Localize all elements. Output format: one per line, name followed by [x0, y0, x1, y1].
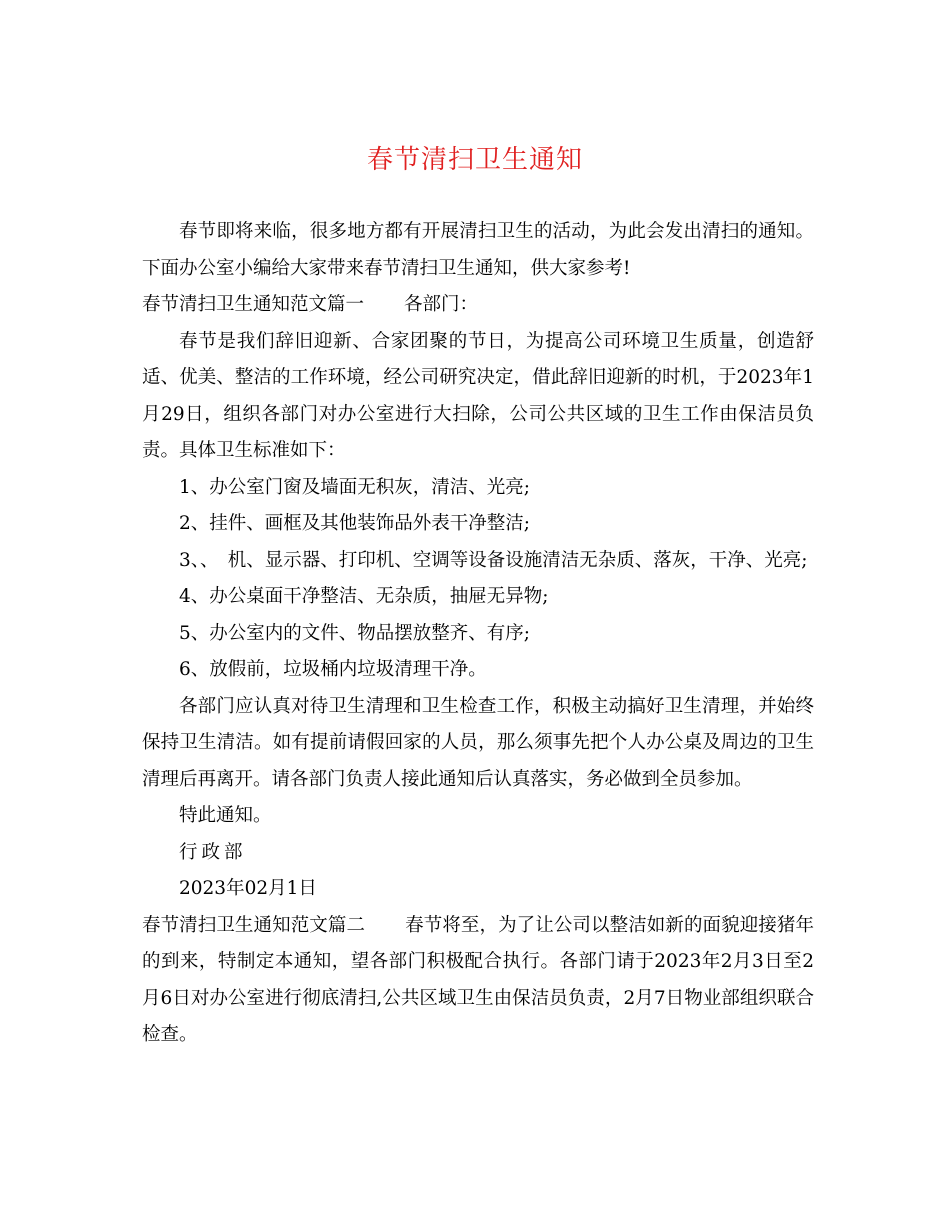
document-body	[142, 214, 814, 1054]
signature: 行政部	[179, 841, 247, 863]
notice-end: 特此通知。	[179, 805, 272, 826]
sample2-paragraph-line	[142, 908, 814, 1054]
list-item: 4、办公桌面干净整洁、无杂质，抽屉无异物;	[179, 586, 549, 607]
list-item: 6、放假前，垃圾桶内垃圾清理干净。	[179, 659, 487, 680]
sample1-paragraph: 春节是我们辞旧迎新、合家团聚的节日，为提高公司环境卫生质量，创造舒适、优美、整洁的工作环境，经公司研究决定，借此辞旧迎新的时机，于2023年1月29日，组织各部门对办公室进行大扫除，公司公共区域的卫生工作由保洁员负责。具体卫生标准如下：	[142, 330, 814, 461]
intro-paragraph: 春节即将来临，很多地方都有开展清扫卫生的活动，为此会发出清扫的通知。下面办公室小编给大家带来春节清扫卫生通知，供大家参考!	[142, 221, 814, 279]
sample2-paragraph: 春节将至，为了让公司以整洁如新的面貌迎接猪年的到来，特制定本通知，望各部门积极配合执行。各部门请于2023年2月3日至2月6日对办公室进行彻底清扫,公共区域卫生由保洁员负责，2月7日物业部组织联合检查。	[142, 914, 814, 1045]
list-item: 1、办公室门窗及墙面无积灰，清洁、光亮;	[179, 476, 531, 498]
closing-paragraph: 各部门应认真对待卫生清理和卫生检查工作，积极主动搞好卫生清理，并始终保持卫生清洁。如有提前请假回家的人员，那么须事先把个人办公桌及周边的卫生清理后再离开。请各部门负责人接此通知后认真落实，务必做到全员参加。	[142, 695, 814, 790]
list-item: 2、挂件、画框及其他装饰品外表干净整洁;	[179, 513, 531, 534]
date: 2023年02月1日	[179, 878, 317, 899]
list-item: 3、、 机、显示器、打印机、空调等设备设施清洁无杂质、落灰，干净、光亮;	[179, 549, 808, 571]
sample2-heading: 春节清扫卫生通知范文篇二	[142, 914, 366, 936]
sample1-heading-line	[142, 287, 814, 324]
list-item: 5、办公室内的文件、物品摆放整齐、有序;	[179, 622, 531, 644]
sample1-heading: 春节清扫卫生通知范文篇一	[142, 294, 365, 315]
salutation: 各部门：	[404, 294, 479, 315]
document-title: 春节清扫卫生通知	[366, 145, 583, 175]
